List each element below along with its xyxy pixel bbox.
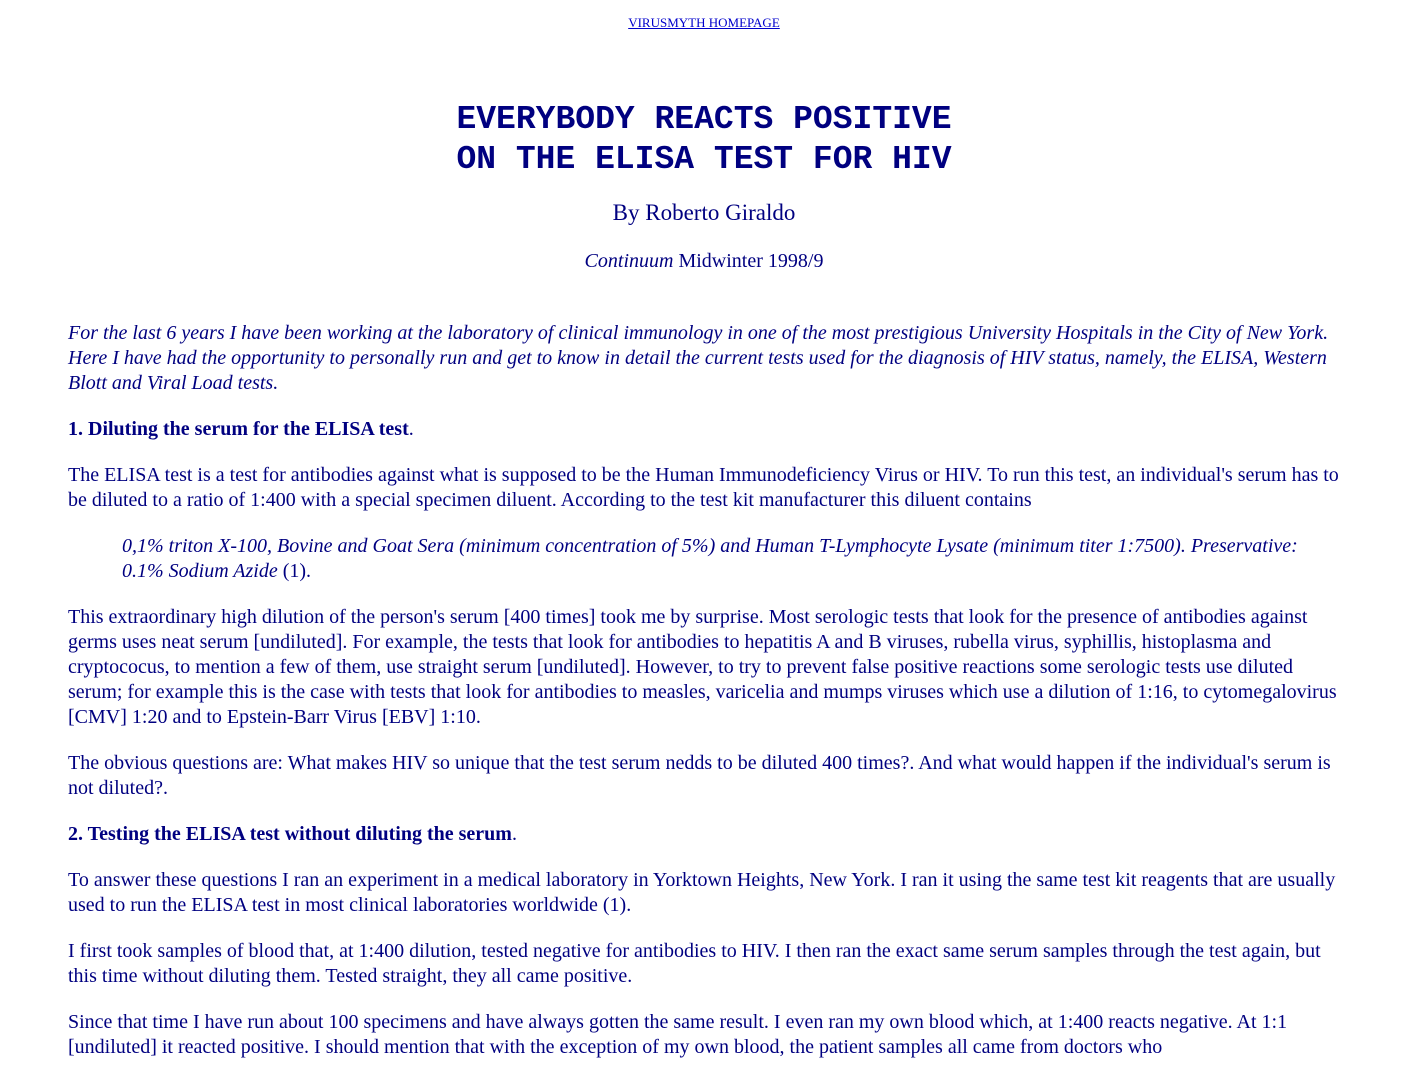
diluent-quote-ref: (1).	[282, 560, 312, 582]
title-line-2: ON THE ELISA TEST FOR HIV	[456, 141, 952, 178]
intro-paragraph: For the last 6 years I have been working at the laboratory of clinical immunology in one of the most prestigious University Hospitals in the City of New York. Here I have had the opportunity to personally run and get to know in detail the current tests used for the diagnosis of HIV status, namely, the ELISA, Western Blott and Viral Load tests.	[68, 322, 1329, 394]
diluent-quote	[122, 534, 1343, 584]
virusmyth-homepage-link[interactable]: VIRUSMYTH HOMEPAGE	[628, 15, 780, 30]
journal-name: Continuum	[584, 250, 674, 272]
section-2-paragraph-1: To answer these questions I ran an experiment in a medical laboratory in Yorktown Heights, New York. I ran it using the same test kit reagents that are usually used to run the ELISA test in most clinical laboratories worldwide (1).	[68, 869, 1336, 916]
section-1-heading: 1. Diluting the serum for the ELISA test.	[68, 418, 414, 440]
section-2-heading: 2. Testing the ELISA test without diluting the serum.	[68, 823, 517, 845]
article-title	[0, 100, 1408, 180]
journal-issue: Midwinter 1998/9	[673, 250, 824, 272]
source-citation	[0, 250, 1408, 273]
section-1-paragraph-1: The ELISA test is a test for antibodies against what is supposed to be the Human Immunodeficiency Virus or HIV. To run this test, an individual's serum has to be diluted to a ratio of 1:400 with a special specimen diluent. According to the test kit manufacturer this diluent contains	[68, 464, 1339, 511]
section-1-heading-text: 1. Diluting the serum for the ELISA test	[68, 418, 409, 440]
section-1-paragraph-2: This extraordinary high dilution of the person's serum [400 times] took me by surprise. Most serologic tests that look for the presence of antibodies against germs uses neat serum [undiluted]. For example, the tests that look for antibodies to hepatitis A and B viruses, rubella virus, syphillis, histoplasma and cryptococus, to mention a few of them, use straight serum [undiluted]. However, to try to prevent false positive reactions some serologic tests use diluted serum; for example this is the case with tests that look for antibodies to measles, varicelia and mumps viruses which use a dilution of 1:16, to cytomegalovirus [CMV] 1:20 and to Epstein-Barr Virus [EBV] 1:10.	[68, 606, 1337, 728]
article-body	[68, 321, 1343, 1081]
section-2-paragraph-3: Since that time I have run about 100 specimens and have always gotten the same result. I even ran my own blood which, at 1:400 reacts negative. At 1:1 [undiluted] it reacted positive. I should mention that with the exception of my own blood, the patient samples all came from doctors who	[68, 1011, 1288, 1058]
home-link-container	[0, 15, 1408, 31]
diluent-quote-text: 0,1% triton X-100, Bovine and Goat Sera (minimum concentration of 5%) and Human T-Lymphocyte Lysate (minimum titer 1:7500). Preservative: 0.1% Sodium Azide	[122, 535, 1298, 582]
section-2-paragraph-2: I first took samples of blood that, at 1:400 dilution, tested negative for antibodies to HIV. I then ran the exact same serum samples through the test again, but this time without diluting them. Tested straight, they all came positive.	[68, 940, 1321, 987]
author-byline: By Roberto Giraldo	[612, 200, 796, 225]
section-1-paragraph-3: The obvious questions are: What makes HIV so unique that the test serum nedds to be diluted 400 times?. And what would happen if the individual's serum is not diluted?.	[68, 752, 1331, 799]
section-2-heading-text: 2. Testing the ELISA test without diluting the serum	[68, 823, 512, 845]
title-line-1: EVERYBODY REACTS POSITIVE	[456, 101, 952, 138]
